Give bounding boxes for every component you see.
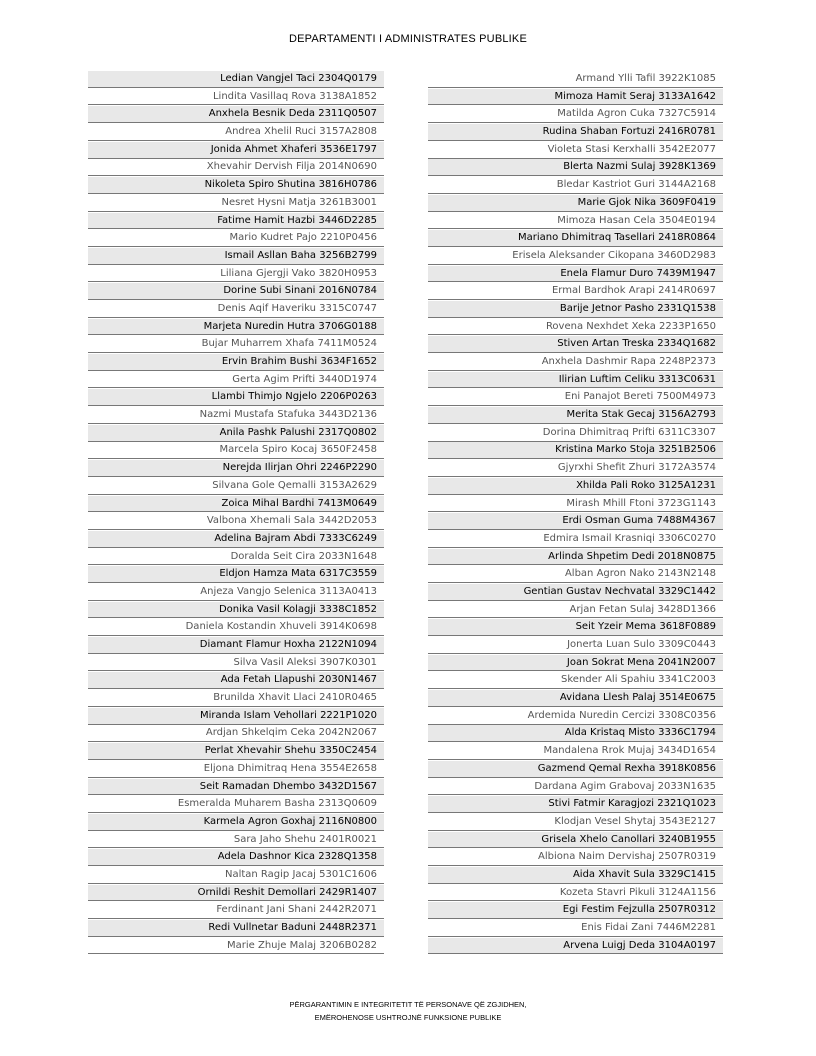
list-item: Eldjon Hamza Mata 6317C3559 (88, 566, 384, 583)
list-item: Eni Panajot Bereti 7500M4973 (428, 389, 723, 406)
list-item: Egi Festim Fejzulla 2507R0312 (428, 902, 723, 919)
list-item: Blerta Nazmi Sulaj 3928K1369 (428, 159, 723, 176)
list-item: Klodjan Vesel Shytaj 3543E2127 (428, 814, 723, 831)
list-item: Mirash Mhill Ftoni 3723G1143 (428, 496, 723, 513)
list-item: Kristina Marko Stoja 3251B2506 (428, 442, 723, 459)
list-item: Denis Aqif Haveriku 3315C0747 (88, 301, 384, 318)
list-item: Donika Vasil Kolagji 3338C1852 (88, 602, 384, 619)
list-item: Marie Zhuje Malaj 3206B0282 (88, 938, 384, 955)
list-item: Nazmi Mustafa Stafuka 3443D2136 (88, 407, 384, 424)
list-item: Anjeza Vangjo Selenica 3113A0413 (88, 584, 384, 601)
list-item: Naltan Ragip Jacaj 5301C1606 (88, 867, 384, 884)
list-item: Alban Agron Nako 2143N2148 (428, 566, 723, 583)
list-item: Mario Kudret Pajo 2210P0456 (88, 230, 384, 247)
list-item: Grisela Xhelo Canollari 3240B1955 (428, 832, 723, 849)
list-item: Anxhela Dashmir Rapa 2248P2373 (428, 354, 723, 371)
list-item: Ferdinant Jani Shani 2442R2071 (88, 902, 384, 919)
list-item: Marie Gjok Nika 3609F0419 (428, 195, 723, 212)
footer (0, 998, 816, 1024)
list-item: Liliana Gjergji Vako 3820H0953 (88, 266, 384, 283)
list-item: Gazmend Qemal Rexha 3918K0856 (428, 761, 723, 778)
list-item: Albiona Naim Dervishaj 2507R0319 (428, 849, 723, 866)
list-item: Skender Ali Spahiu 3341C2003 (428, 672, 723, 689)
list-item: Arjan Fetan Sulaj 3428D1366 (428, 602, 723, 619)
list-item: Nikoleta Spiro Shutina 3816H0786 (88, 177, 384, 194)
list-item: Nesret Hysni Matja 3261B3001 (88, 195, 384, 212)
list-item: Eljona Dhimitraq Hena 3554E2658 (88, 761, 384, 778)
list-item: Bledar Kastriot Guri 3144A2168 (428, 177, 723, 194)
list-item: Ada Fetah Llapushi 2030N1467 (88, 672, 384, 689)
list-item: Anila Pashk Palushi 2317Q0802 (88, 425, 384, 442)
list-item: Jonerta Luan Sulo 3309C0443 (428, 637, 723, 654)
footer-line-1: PËRGARANTIMIN E INTEGRITETIT TË PERSONAVE QË ZGJIDHEN, (289, 1000, 527, 1009)
list-item: Ermal Bardhok Arapi 2414R0697 (428, 283, 723, 300)
list-item: Andrea Xhelil Ruci 3157A2808 (88, 124, 384, 141)
list-item: Gentian Gustav Nechvatal 3329C1442 (428, 584, 723, 601)
page-title: DEPARTAMENTI I ADMINISTRATES PUBLIKE (288, 33, 528, 45)
list-item: Sara Jaho Shehu 2401R0021 (88, 832, 384, 849)
list-item: Adelina Bajram Abdi 7333C6249 (88, 531, 384, 548)
list-item: Marcela Spiro Kocaj 3650F2458 (88, 442, 384, 459)
list-item: Erisela Aleksander Cikopana 3460D2983 (428, 248, 723, 265)
list-item: Ismail Asllan Baha 3256B2799 (88, 248, 384, 265)
list-item: Mandalena Rrok Mujaj 3434D1654 (428, 743, 723, 760)
list-item: Edmira Ismail Krasniqi 3306C0270 (428, 531, 723, 548)
list-item: Doralda Seit Cira 2033N1648 (88, 549, 384, 566)
list-item: Nerejda Ilirjan Ohri 2246P2290 (88, 460, 384, 477)
list-item: Ornildi Reshit Demollari 2429R1407 (88, 885, 384, 902)
list-item: Xhilda Pali Roko 3125A1231 (428, 478, 723, 495)
list-item: Jonida Ahmet Xhaferi 3536E1797 (88, 142, 384, 159)
list-item: Redi Vullnetar Baduni 2448R2371 (88, 920, 384, 937)
list-item: Ervin Brahim Bushi 3634F1652 (88, 354, 384, 371)
list-item: Rovena Nexhdet Xeka 2233P1650 (428, 319, 723, 336)
list-item: Alda Kristaq Misto 3336C1794 (428, 725, 723, 742)
list-item: Stiven Artan Treska 2334Q1682 (428, 336, 723, 353)
list-item: Arvena Luigj Deda 3104A0197 (428, 938, 723, 955)
list-item: Joan Sokrat Mena 2041N2007 (428, 655, 723, 672)
list-item: Erdi Osman Guma 7488M4367 (428, 513, 723, 530)
list-item: Gjyrxhi Shefit Zhuri 3172A3574 (428, 460, 723, 477)
list-item: Enis Fidai Zani 7446M2281 (428, 920, 723, 937)
list-item: Xhevahir Dervish Filja 2014N0690 (88, 159, 384, 176)
list-item: Llambi Thimjo Ngjelo 2206P0263 (88, 389, 384, 406)
list-item: Mimoza Hamit Seraj 3133A1642 (428, 89, 723, 106)
list-item: Ilirian Luftim Celiku 3313C0631 (428, 372, 723, 389)
list-item: Ardjan Shkelqim Ceka 2042N2067 (88, 725, 384, 742)
list-item: Matilda Agron Cuka 7327C5914 (428, 106, 723, 123)
list-item: Arlinda Shpetim Dedi 2018N0875 (428, 549, 723, 566)
list-item: Fatime Hamit Hazbi 3446D2285 (88, 213, 384, 230)
list-item: Ardemida Nuredin Cercizi 3308C0356 (428, 708, 723, 725)
list-item: Anxhela Besnik Deda 2311Q0507 (88, 106, 384, 123)
right-name-list (428, 71, 723, 955)
list-item: Gerta Agim Prifti 3440D1974 (88, 372, 384, 389)
list-item: Dardana Agim Grabovaj 2033N1635 (428, 779, 723, 796)
list-item: Miranda Islam Vehollari 2221P1020 (88, 708, 384, 725)
list-item: Enela Flamur Duro 7439M1947 (428, 266, 723, 283)
list-item: Adela Dashnor Kica 2328Q1358 (88, 849, 384, 866)
list-item: Perlat Xhevahir Shehu 3350C2454 (88, 743, 384, 760)
list-item: Barije Jetnor Pasho 2331Q1538 (428, 301, 723, 318)
list-item: Mimoza Hasan Cela 3504E0194 (428, 213, 723, 230)
list-item: Rudina Shaban Fortuzi 2416R0781 (428, 124, 723, 141)
list-item: Valbona Xhemali Sala 3442D2053 (88, 513, 384, 530)
list-item: Silva Vasil Aleksi 3907K0301 (88, 655, 384, 672)
list-item: Kozeta Stavri Pikuli 3124A1156 (428, 885, 723, 902)
list-item: Marjeta Nuredin Hutra 3706G0188 (88, 319, 384, 336)
list-item: Avidana Llesh Palaj 3514E0675 (428, 690, 723, 707)
list-item: Brunilda Xhavit Llaci 2410R0465 (88, 690, 384, 707)
list-item: Seit Ramadan Dhembo 3432D1567 (88, 779, 384, 796)
list-item: Bujar Muharrem Xhafa 7411M0524 (88, 336, 384, 353)
list-item: Seit Yzeir Mema 3618F0889 (428, 619, 723, 636)
list-item: Silvana Gole Qemalli 3153A2629 (88, 478, 384, 495)
list-item: Stivi Fatmir Karagjozi 2321Q1023 (428, 796, 723, 813)
list-item: Zoica Mihal Bardhi 7413M0649 (88, 496, 384, 513)
list-item: Armand Ylli Tafil 3922K1085 (428, 71, 723, 88)
list-item: Karmela Agron Goxhaj 2116N0800 (88, 814, 384, 831)
list-item: Diamant Flamur Hoxha 2122N1094 (88, 637, 384, 654)
list-item: Daniela Kostandin Xhuveli 3914K0698 (88, 619, 384, 636)
footer-line-2: EMËROHENOSE USHTROJNË FUNKSIONE PUBLIKE (314, 1013, 502, 1022)
list-item: Merita Stak Gecaj 3156A2793 (428, 407, 723, 424)
list-item: Aida Xhavit Sula 3329C1415 (428, 867, 723, 884)
list-item: Esmeralda Muharem Basha 2313Q0609 (88, 796, 384, 813)
list-item: Ledian Vangjel Taci 2304Q0179 (88, 71, 384, 88)
list-item: Dorina Dhimitraq Prifti 6311C3307 (428, 425, 723, 442)
list-item: Dorine Subi Sinani 2016N0784 (88, 283, 384, 300)
list-item: Mariano Dhimitraq Tasellari 2418R0864 (428, 230, 723, 247)
list-item: Lindita Vasillaq Rova 3138A1852 (88, 89, 384, 106)
left-name-list (88, 71, 384, 955)
list-item: Violeta Stasi Kerxhalli 3542E2077 (428, 142, 723, 159)
